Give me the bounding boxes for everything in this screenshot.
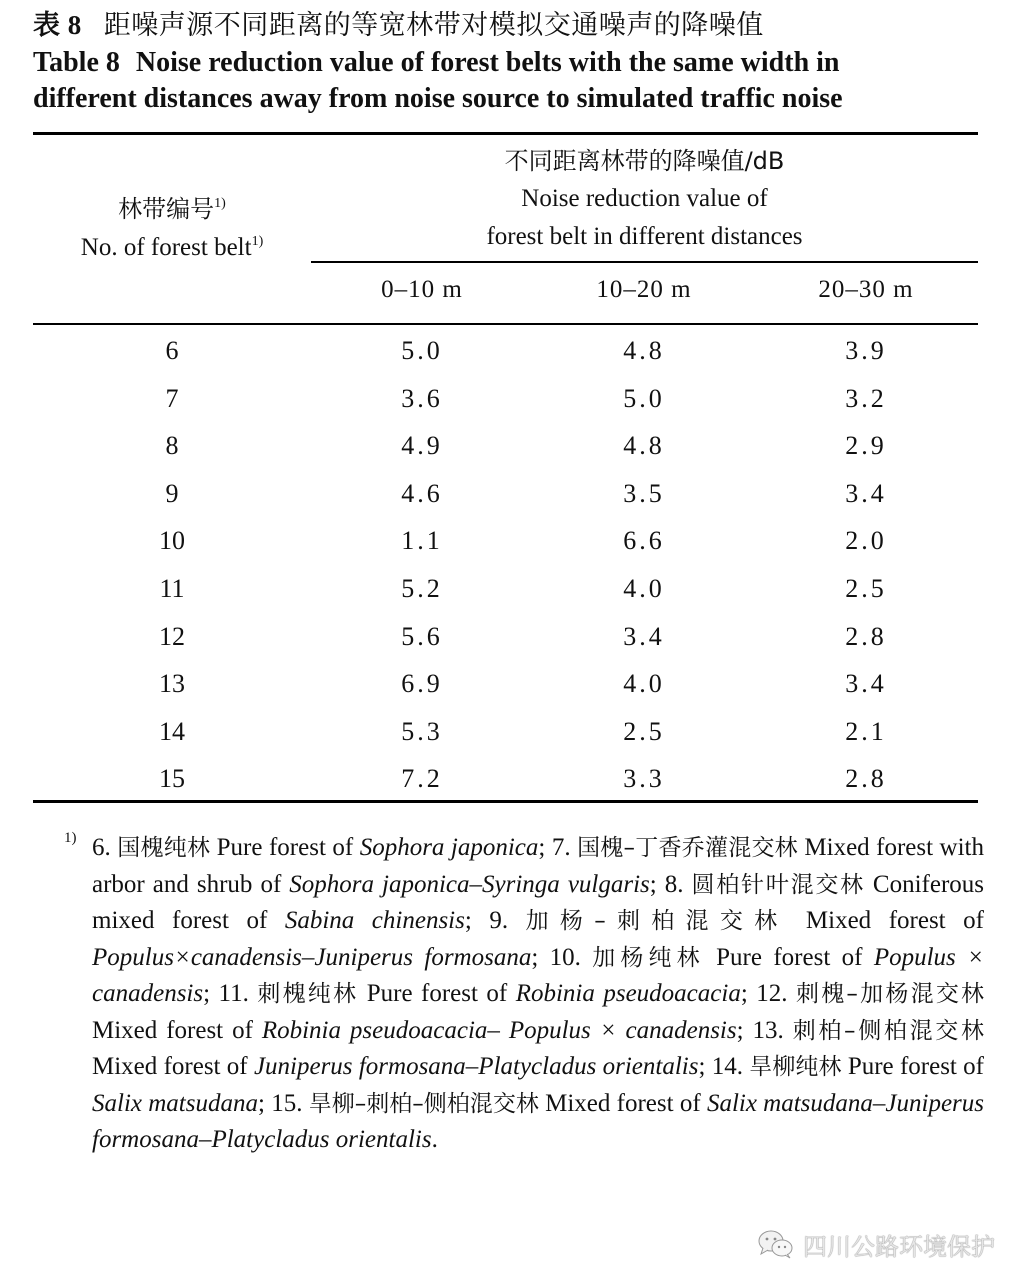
table-row	[0, 565, 1036, 613]
caption-label-en: Table 8	[33, 47, 120, 78]
column-header-0-10m: 0–10 m	[381, 276, 463, 303]
table-row	[0, 470, 1036, 518]
cell-20-30m: 3.4	[845, 669, 887, 699]
cell-belt-no: 13	[159, 669, 185, 699]
cell-belt-no: 8	[165, 431, 179, 461]
cell-0-10m: 3.6	[401, 383, 443, 413]
cell-10-20m: 3.3	[623, 764, 665, 794]
cell-0-10m: 5.2	[401, 574, 443, 603]
footnote-item: 6. 国槐纯林 Pure forest of Sophora japonica;	[92, 834, 552, 861]
group-header-cn: 不同距离林带的降噪值/dB	[504, 147, 785, 175]
table-row	[0, 755, 1036, 803]
cell-20-30m: 2.8	[845, 621, 887, 651]
table-footnote	[92, 830, 984, 1158]
cell-belt-no: 7	[165, 383, 179, 413]
footnote-item: 14. 旱柳纯林 Pure forest of Salix matsudana;	[92, 1053, 985, 1117]
footnote-item: 10. 加杨纯林 Pure forest of Populus × canadensis;	[92, 943, 985, 1007]
table-caption	[33, 6, 993, 117]
column-header-20-30m: 20–30 m	[818, 276, 914, 303]
cell-0-10m: 5.0	[401, 336, 443, 365]
footnote-item: 15. 旱柳–刺柏–侧柏混交林 Mixed forest of Salix matsudana–Juniperus formosana–Platycladus orientalis.	[92, 1089, 985, 1153]
footnote-item: 12. 刺槐–加杨混交林 Mixed forest of Robinia pseudoacacia– Populus × canadensis;	[92, 980, 985, 1044]
source-watermark	[757, 1226, 995, 1262]
column-header-en: No. of forest belt	[80, 234, 252, 261]
header-bottom-rule	[33, 323, 978, 325]
cell-0-10m: 5.6	[401, 621, 443, 651]
caption-chinese	[33, 6, 993, 45]
table-row	[0, 660, 1036, 708]
cell-20-30m: 3.2	[845, 383, 887, 413]
cell-20-30m: 2.9	[845, 431, 887, 461]
column-header-forest-belt-no	[33, 190, 311, 267]
cell-10-20m: 4.0	[623, 574, 665, 603]
cell-0-10m: 6.9	[401, 669, 443, 699]
footnote-item: 11. 刺槐纯林 Pure forest of Robinia pseudoacacia;	[218, 980, 757, 1007]
table-row	[0, 613, 1036, 661]
footnote-item: 13. 刺柏–侧柏混交林 Mixed forest of Juniperus formosana–Platycladus orientalis;	[92, 1016, 984, 1080]
column-header-cn: 林带编号	[118, 195, 215, 223]
cell-10-20m: 2.5	[623, 716, 665, 746]
footnote-item: 9. 加杨–刺柏混交林 Mixed forest of Populus×canadensis–Juniperus formosana;	[92, 907, 984, 971]
caption-label-cn: 表 8	[33, 10, 82, 40]
cell-0-10m: 4.6	[401, 478, 443, 508]
cell-belt-no: 6	[165, 336, 179, 365]
cell-belt-no: 12	[159, 621, 185, 651]
column-header-10-20m: 10–20 m	[596, 276, 692, 303]
wechat-icon	[757, 1229, 795, 1259]
column-group-header-noise-reduction	[311, 142, 978, 256]
table-row	[0, 375, 1036, 423]
cell-20-30m: 3.4	[845, 478, 887, 508]
cell-20-30m: 2.5	[845, 574, 887, 603]
caption-english-line2	[33, 81, 993, 117]
group-header-en-line2: forest belt in different distances	[486, 223, 803, 250]
cell-belt-no: 9	[165, 478, 179, 508]
caption-text-cn: 距噪声源不同距离的等宽林带对模拟交通噪声的降噪值	[103, 10, 764, 41]
footnote-mark: 1)	[64, 830, 77, 846]
cell-belt-no: 15	[159, 764, 185, 794]
cell-10-20m: 4.8	[623, 431, 665, 461]
table-row	[0, 327, 1036, 375]
cell-0-10m: 7.2	[401, 764, 443, 794]
table-row	[0, 708, 1036, 756]
top-rule	[33, 132, 978, 135]
cell-0-10m: 1.1	[401, 526, 443, 556]
watermark-text: 四川公路环境保护	[803, 1232, 995, 1261]
caption-text-en-line2: different distances away from noise source to simulated traffic noise	[33, 83, 843, 114]
table-row	[0, 422, 1036, 470]
caption-text-en-line1: Noise reduction value of forest belts with the same width in	[135, 47, 840, 78]
footnote-mark: 1)	[251, 234, 264, 249]
cell-10-20m: 3.5	[623, 478, 665, 508]
footnote-item: 8. 圆柏针叶混交林 Coniferous mixed forest of Sabina chinensis;	[92, 870, 985, 934]
footnote-item: 7. 国槐–丁香乔灌混交林 Mixed forest with arbor and shrub of Sophora japonica–Syringa vulgaris;	[92, 834, 984, 898]
cell-10-20m: 6.6	[623, 526, 665, 556]
cell-20-30m: 2.8	[845, 764, 887, 794]
group-header-en-line1: Noise reduction value of	[521, 185, 768, 212]
header-sub-rule	[311, 261, 978, 263]
cell-20-30m: 3.9	[845, 336, 887, 365]
caption-english	[33, 45, 993, 81]
cell-20-30m: 2.0	[845, 526, 887, 556]
cell-belt-no: 14	[159, 716, 185, 746]
cell-belt-no: 10	[159, 526, 185, 556]
cell-10-20m: 3.4	[623, 621, 665, 651]
table-row	[0, 517, 1036, 565]
footnote-mark: 1)	[214, 196, 226, 211]
cell-10-20m: 4.0	[623, 669, 665, 699]
cell-20-30m: 2.1	[845, 716, 887, 746]
cell-0-10m: 4.9	[401, 431, 443, 461]
cell-10-20m: 4.8	[623, 336, 665, 365]
cell-10-20m: 5.0	[623, 383, 665, 413]
cell-0-10m: 5.3	[401, 716, 443, 746]
cell-belt-no: 11	[159, 574, 185, 603]
